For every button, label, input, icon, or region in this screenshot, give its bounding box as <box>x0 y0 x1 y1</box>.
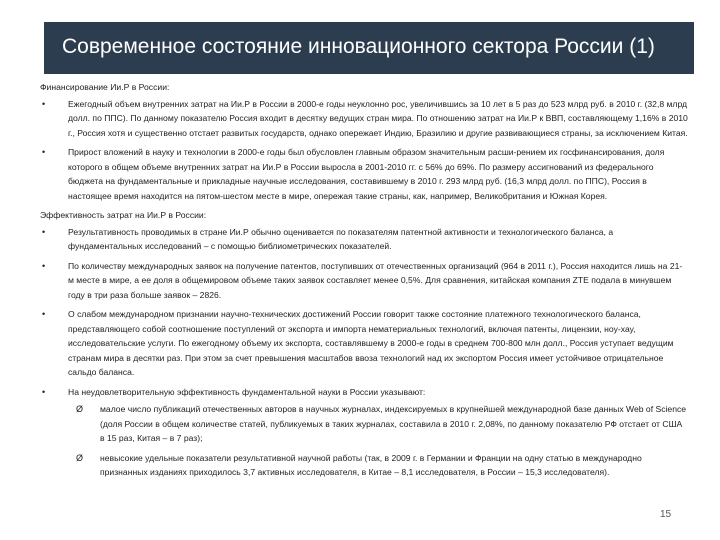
slide-title-bar <box>44 22 694 74</box>
efficiency-heading: Эффективность затрат на Ии.Р в России: <box>40 210 207 220</box>
financing-bullet: • Прирост вложений в науку и технологии в 2000-е годы был обусловлен главным образом значительным расши-рением их госфинансирования, доля которого в общем объеме внутренних затрат на Ии.Р в России выросла в 2001-2010 гг. с 56% до 69%. По размеру ассигнований из федерального бюджета на фундаментальные и прикладные научные исследования, составившему в 2010 г. 293 млрд руб. (16,3 млрд долл. по ППС), Россия в настоящее время находится на пятом-шестом месте в мире, опережая такие страны, как, например, Великобритания и Южная Корея. <box>40 145 688 203</box>
indicator-sub-bullet: Ø малое число публикаций отечественных авторов в научных журналах, индексируемых в крупнейшей международной базе данных Web of Science (доля России в общем количестве статей, публикуемых в таких журналах, составила в 2010 г. 2,08%, по данному показателю РФ отстает от США в 15 раз, Китая – в 7 раз); <box>68 402 688 446</box>
slide-title: Современное состояние инновационного сектора России (1) <box>62 35 655 58</box>
indicator-sub-bullet: Ø невысокие удельные показатели результативной научной работы (так, в 2009 г. в Германии и Франции на одну статью в международно признанных изданиях приходилось 3,7 активных исследователя, в Китае – 8,1 исследователя, в России – 15,3 исследователя). <box>68 451 688 480</box>
financing-heading: Финансирование Ии.Р в России: <box>40 82 170 92</box>
slide-content <box>40 80 688 485</box>
efficiency-bullet: • О слабом международном признании научно-технических достижений России говорит также состояние платежного технологического баланса, представляющего собой соотношение поступлений от экспорта и импорта нематериальных технологий, включая патенты, лицензии, ноу-хау, исследовательские услуги. По ежегодному объему их экспорта, составлявшему в 2000-е годы в среднем 700-800 млн долл., Россия уступает ведущим странам мира в десятки раз. При этом за счет превышения масштабов ввоза технологий над их экспортом Россия имеет устойчивое отрицательное сальдо баланса. <box>40 307 688 380</box>
efficiency-bullet: • Результативность проводимых в стране Ии.Р обычно оценивается по показателям патентной активности и технологического баланса, а фундаментальных исследований – с помощью библиометрических показателей. <box>40 225 688 254</box>
efficiency-bullet-with-subitems <box>40 385 688 480</box>
efficiency-bullet: • По количеству международных заявок на получение патентов, поступивших от отечественных организаций (964 в 2011 г.), Россия находится лишь на 21-м месте в мире, а ее доля в общемировом объеме таких заявок составляет менее 0,5%. Для сравнения, китайская компания ZTE подала в минувшем году в три раза больше заявок – 2826. <box>40 259 688 303</box>
indicator-sub-list <box>68 402 688 480</box>
efficiency-bullet-list <box>40 225 688 480</box>
financing-bullet-list <box>40 97 688 204</box>
slide-page-number: 15 <box>660 509 672 520</box>
financing-bullet: • Ежегодный объем внутренних затрат на Ии.Р в России в 2000-е годы неуклонно рос, увеличившись за 10 лет в 5 раз до 523 млрд руб. в 2010 г. (32,8 млрд долл. по ППС). По данному показателю Россия входит в десятку ведущих стран мира. По отношению затрат на Ии.Р к ВВП, составляющему 1,16% в 2010 г., Россия хотя и существенно отстает развитых государств, однако опережает Индию, Бразилию и другие развивающиеся страны, за исключением Китая. <box>40 97 688 141</box>
efficiency-bullet-text: На неудовлетворительную эффективность фундаментальной науки в России указывают: <box>68 386 426 397</box>
